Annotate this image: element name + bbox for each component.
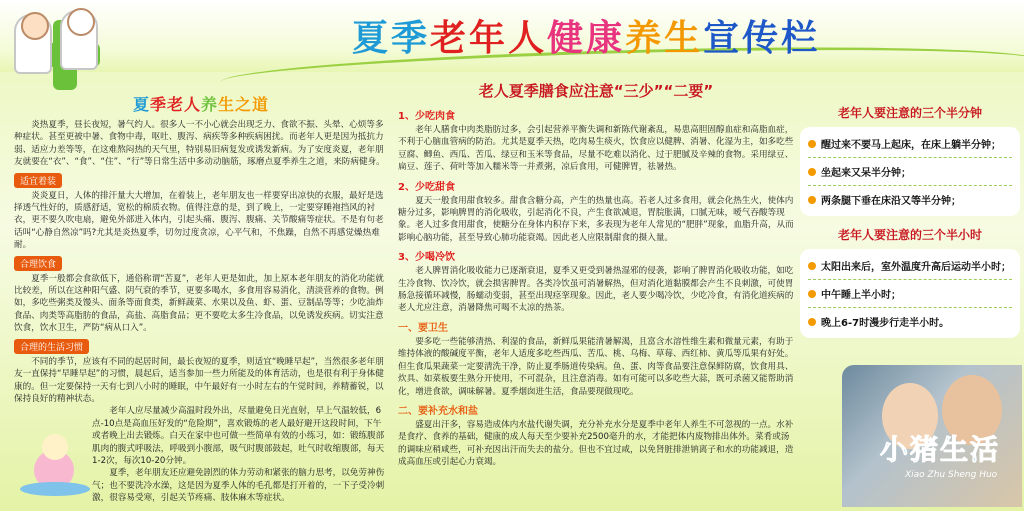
- heading-water-salt: 二、要补充水和盐: [398, 405, 478, 417]
- bullet-icon: [808, 318, 816, 326]
- half-minute-list: [800, 127, 1020, 216]
- title-char: 健: [547, 18, 587, 59]
- title-char: 传: [742, 18, 782, 59]
- ice-cream-icon: [20, 420, 90, 500]
- title-char: 宣: [703, 18, 743, 59]
- title-char: 年: [469, 18, 509, 59]
- title-char: 夏: [352, 18, 392, 59]
- left-heading-char: 夏: [132, 95, 150, 114]
- avoid-text: 夏季，老年朋友还应避免剧烈的体力劳动和紧张的脑力思考，以免劳神伤气；也不要洗冷水澡，这是因为夏季人体的毛孔都是打开着的，一下子受冷刺激，很容易受寒，引起关节疼痛、肢体麻木等症状。: [92, 468, 385, 504]
- water-salt-text: 盛夏出汗多，容易造成体内水盐代谢失调，充分补充水分是夏季中老年人养生不可忽视的一点。水补是食疗、食养的基础，健康的成人每天至少要补充2500毫升的水，才能把体内废物排出体外。菜肴或汤的调味应稍咸些，可补充因出汗而失去的盐分。但也不宜过咸，以免肾脏排泄钠离子和水的功能减退，造成高血压或引起心力衰竭。: [398, 419, 794, 468]
- section-tag-diet: 合理饮食: [14, 256, 62, 271]
- list-item: 两条腿下垂在床沿又等半分钟；: [808, 186, 1012, 213]
- list-item: 中午睡上半小时；: [808, 280, 1012, 308]
- left-heading: [14, 92, 388, 115]
- brand-logo-subtitle: Xiao Zhu Sheng Huo: [905, 470, 998, 480]
- clothing-text: 炎炎夏日，人体的排汗量大大增加，在着装上，老年朋友也一样要穿出凉快的衣服，最好是选择透气性好的，质感舒适，宽松的棉质衣物。值得注意的是，到了晚上，一定要穿睡袍挡风的衬衣，更不要久吹电扇，避免外部进入体内，引起头痛、腹泻、腹痛、关节酸痛等症状。不是有句老话叫“心静自然凉”吗?尤其是炎热夏季，切勿过度贪凉，心平气和，不焦躁，自然不再感觉燥热难耐。: [14, 190, 384, 251]
- diet-title: 老人夏季膳食应注意“三少”“二要”: [478, 82, 714, 100]
- list-item: 坐起来又呆半分钟；: [808, 158, 1012, 186]
- title-char: 栏: [781, 18, 821, 59]
- half-hour-heading: 老年人要注意的三个半小时: [837, 228, 982, 242]
- left-heading-char: 养: [201, 95, 219, 114]
- bullet-icon: [808, 168, 816, 176]
- title-char: 生: [664, 18, 704, 59]
- bullet-icon: [808, 262, 816, 270]
- hygiene-text: 要多吃一些能够清热、利湿的食品，新鲜瓜果能清暑解渴，且富含水溶性维生素和微量元素，有助于维持体液的酸碱度平衡，老年人适度多吃些西瓜、苦瓜、桃、乌梅、草莓、西红柿、黄瓜等瓜果有好处。但生食瓜果蔬菜一定要清洗干净，防止夏季肠道传染病。鱼、蛋、肉等食品要注意保鲜防腐，饮食用具、炊具、如菜板要生熟分开使用，不可混杂，且注意消毒。如有可能可以多吃些大蒜，既可杀菌又能帮助消化，增进食欲，调味解暑。夏季烟囱进生活，食品要现做现吃。: [398, 336, 794, 397]
- intro-text: 炎热夏季，昼长夜短，暑气约人。很多人一不小心就会出现乏力、食欲不振、头晕、心烦等多种症状。甚至更被中暑、食物中毒，呕吐、腹泻、病疾等多种疾病困扰。而老年人更是因为抵抗力弱、适应力差等等，在这难熬闷热的天气里，特别易旧病复发或诱发新病。为了安度炎夏，老年朋友就要在“衣”、“食”、“住”、“行”等日常生活中多动动脑筋，琢磨点夏季养生之道，来防病健身。: [14, 120, 385, 168]
- middle-column: [398, 80, 794, 469]
- doctor-cartoon-icon: [60, 10, 98, 70]
- less-sweet-text: 夏天一般食用甜食较多。甜食含糖分高，产生的热量也高。若老人过多食用，就会化热生火，使体内糖分过多，影响脾胃的消化吸收，引起消化不良，产生食欲减退，胃脘胀满，口腻无味，嗳气吞酸等现象。老人过多食用甜食，使糖分在身体内积存下来，多表现为老年人常见的“肥胖”现象，血脂升高，从而影响心脑功能，甚至导致心肺功能衰竭。因此老人应限制甜食的摄入量。: [398, 195, 794, 243]
- title-char: 康: [586, 18, 626, 59]
- left-heading-char: 人: [183, 95, 201, 114]
- title-char: 养: [625, 18, 665, 59]
- left-heading-char: 之: [235, 95, 253, 114]
- poster-title: [352, 10, 820, 61]
- less-cold-text: 老人脾胃消化吸收能力已逐渐衰退，夏季又更受到暑热湿邪的侵袭，影响了脾胃消化吸收功能，如吃生冷食物、饮冷饮，就会损害脾胃。各类冷饮虽可消暑解热，但对消化道黏膜都会产生不良刺激，可使胃肠急接循环减慢，肠蠕动变弱，甚至出现痉挛现象。因此，老人要少喝冷饮，少吃冷食，有消化道疾病的老人尤应注意，消暑降焦可喝不太凉的热茶。: [398, 266, 794, 314]
- heading-less-meat: 1、少吃肉食: [398, 111, 455, 122]
- heading-hygiene: 一、要卫生: [398, 322, 448, 334]
- bullet-icon: [808, 196, 816, 204]
- habits-text: 不同的季节，应该有不同的起居时间，最长夜短的夏季，则适宜“晚睡早起”，当然很多老年朋友一直保持“早睡早起”的习惯，晨起后，适当参加一些力所能及的体育活动，也是很有利于身体健康的。但一定要保持一天有七到八小时的睡眠，中午最好有一小时左右的午觉时间，养精蓄锐，以保持良好的精神状态。: [14, 356, 384, 404]
- nurse-cartoon-icon: [14, 14, 52, 74]
- diet-text: 夏季一般都会食欲低下，通俗称谓“苦夏”，老年人更是如此，加上原本老年朋友的消化功能就比较差，所以在这种阳气盛、阴气衰的季节，更要多喝水，多食用容易消化，清淡营养的食物。例如，多吃些粥类及馒头、面条等面食类，新鲜蔬菜、水果以及鱼、虾、蛋、豆制品等等；少吃油炸食品、肉类等高脂肪的食品，高盐、高脂食品；更不要吃太多生冷食品，以免诱发疾病。切实注意饮食，饮水卫生，严防“病从口入”。: [14, 273, 384, 334]
- list-item: 醒过来不要马上起床，在床上躺半分钟；: [808, 130, 1012, 158]
- less-meat-text: 老年人膳食中肉类脂肪过多，会引起营养平衡失调和新陈代谢紊乱，易患高胆固醇血症和高脂血症，不利于心脑血管病的防治。尤其是夏季天热，吃肉易生痰火，饮食应以健脾、消暑、化湿为主，如多吃些豆腐、鲫鱼、西瓜、苦瓜、绿豆和玉米等食品，尽量不吃难以消化、过于肥腻及辛辣的食物。采用绿豆、扁豆、莲子、荷叶等加入糯米等一并煮粥，凉后食用，可健脾胃，祛暑热。: [398, 125, 794, 173]
- right-column: [800, 104, 1020, 348]
- section-tag-habits: 合理的生活习惯: [14, 339, 89, 354]
- left-heading-char: 生: [218, 95, 236, 114]
- left-heading-char: 季: [149, 95, 167, 114]
- heading-less-sweet: 2、少吃甜食: [398, 181, 455, 193]
- half-minute-heading: 老年人要注意的三个半分钟: [837, 106, 982, 120]
- list-item: 晚上6-7时漫步行走半小时。: [808, 308, 1012, 335]
- exercise-text: 老年人应尽量减少高温时段外出，尽量避免日光直射，早上气温较低，6点-10点是高血压好发的“危险期”，喜欢锻炼的老人最好避开这段时间，下午或者晚上出去锻炼。白天在家中也可做一些简单有效的小练习，如：锻练腹部肌肉的腹式呼吸法，呼吸到小腹部，吸气时腹部鼓起，吐气时收缩腹部，每天1-2次，每次10-20分钟。: [92, 406, 385, 466]
- section-tag-clothing: 适宜着装: [14, 173, 62, 188]
- list-item: 太阳出来后，室外温度升高后运动半小时；: [808, 252, 1012, 280]
- left-heading-char: 道: [252, 95, 270, 114]
- brand-logo-text: 小猪生活: [880, 433, 1001, 466]
- bullet-icon: [808, 140, 816, 148]
- half-hour-list: [800, 249, 1020, 338]
- title-char: 季: [391, 18, 431, 59]
- title-char: 老: [430, 18, 470, 59]
- heading-less-cold: 3、少喝冷饮: [398, 252, 455, 264]
- left-heading-char: 老: [166, 95, 184, 114]
- title-char: 人: [508, 18, 548, 59]
- bullet-icon: [808, 290, 816, 298]
